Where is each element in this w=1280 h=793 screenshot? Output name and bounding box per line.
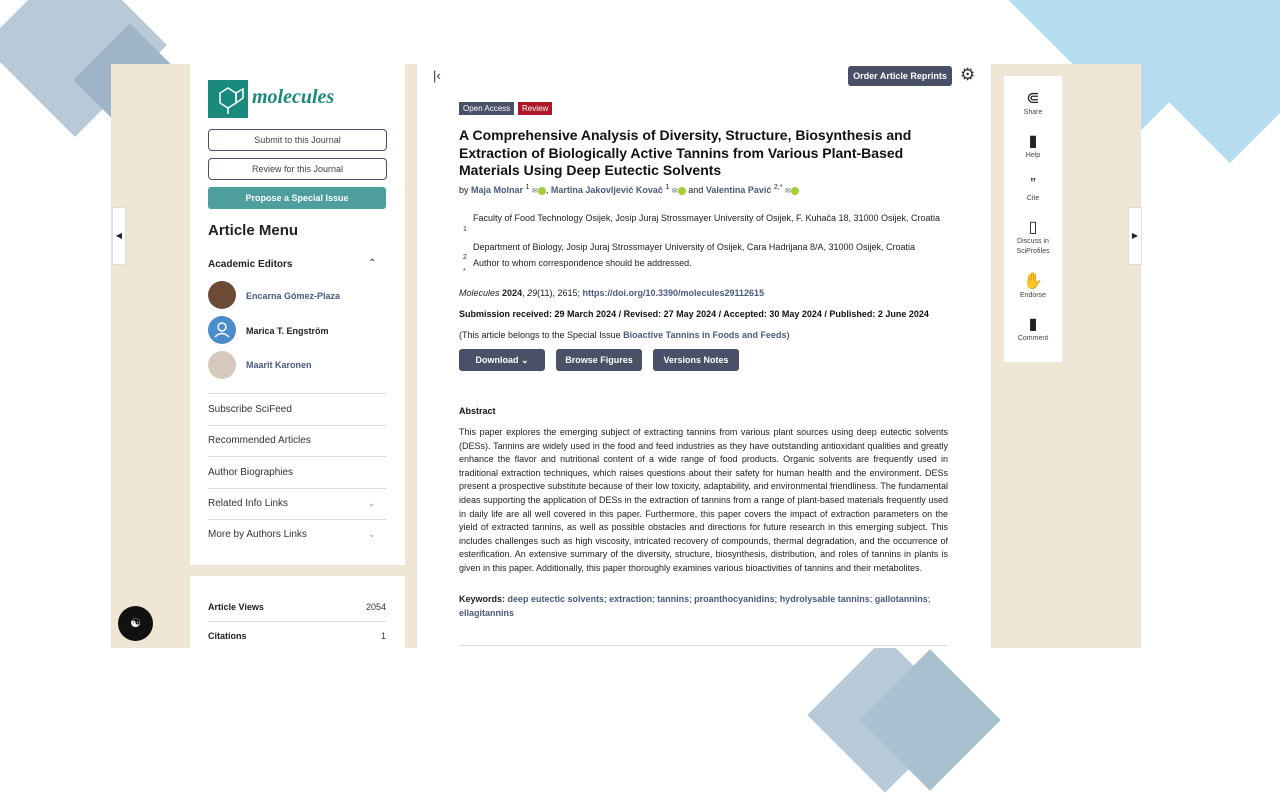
divider <box>208 488 386 489</box>
author-name[interactable]: Maja Molnar <box>471 185 524 195</box>
open-access-badge: Open Access <box>459 102 514 115</box>
keyword-link[interactable]: gallotannins <box>874 594 928 604</box>
special-issue-link[interactable]: Bioactive Tannins in Foods and Feeds <box>623 330 787 340</box>
author-sup: 1 <box>525 184 530 191</box>
browse-figures-button[interactable]: Browse Figures <box>556 349 642 371</box>
collapse-sidebar-icon[interactable]: |‹ <box>433 68 441 83</box>
comment-tool[interactable] <box>1004 316 1062 344</box>
orcid-icon[interactable] <box>538 187 546 195</box>
chevron-down-icon[interactable]: ⌄ <box>368 529 376 539</box>
doi-link[interactable]: https://doi.org/10.3390/molecules29112615 <box>582 288 765 298</box>
tool-label: Discuss in SciProfiles <box>1016 238 1050 255</box>
download-label: Download <box>475 355 519 365</box>
affiliation-number: 1 <box>463 226 467 233</box>
author-name[interactable]: Martina Jakovljević Kovač <box>550 185 663 195</box>
keyword-link[interactable]: hydrolysable tannins <box>779 594 870 604</box>
avatar <box>208 351 236 379</box>
author-name[interactable]: Valentina Pavić <box>705 185 772 195</box>
academic-editors-header[interactable]: Academic Editors <box>208 259 293 270</box>
and-label: and <box>688 185 704 195</box>
submission-dates: Submission received: 29 March 2024 / Revised: 27 May 2024 / Accepted: 30 May 2024 / Published: 2 June 2024 <box>459 309 929 319</box>
tool-label: Share <box>1023 109 1043 116</box>
chevron-down-icon: ⌄ <box>520 355 529 365</box>
discuss-icon: ▯ <box>1028 219 1038 236</box>
orcid-icon[interactable] <box>791 187 799 195</box>
divider <box>208 621 386 622</box>
menu-item-recommended[interactable]: Recommended Articles <box>208 435 311 446</box>
citation-journal: Molecules <box>459 288 500 298</box>
special-suffix: ) <box>786 330 790 340</box>
avatar-placeholder-icon <box>208 316 236 344</box>
divider <box>459 645 948 646</box>
editor-name[interactable]: Maarit Karonen <box>246 360 312 370</box>
avatar <box>208 281 236 309</box>
stat-value: 1 <box>380 631 386 641</box>
special-prefix: (This article belongs to the Special Issue <box>459 330 624 340</box>
browser-frame <box>111 64 1141 648</box>
tool-label: Cite <box>1026 195 1040 202</box>
tool-label: Comment <box>1017 335 1049 342</box>
journal-name[interactable]: molecules <box>252 86 335 108</box>
propose-special-issue-button[interactable]: Propose a Special Issue <box>208 187 386 209</box>
special-issue-note <box>459 330 959 340</box>
affiliation-number: 2 <box>463 254 467 261</box>
chevron-down-icon[interactable]: ⌄ <box>368 498 376 508</box>
stat-label[interactable]: Citations <box>208 631 247 641</box>
divider <box>208 393 386 394</box>
review-button[interactable]: Review for this Journal <box>208 158 387 180</box>
affiliation-number: * <box>463 268 466 275</box>
right-panel-toggle[interactable]: ▶ <box>1128 207 1142 265</box>
citation-issue: (11), 2615; <box>537 288 583 298</box>
keyword-link[interactable]: extraction <box>609 594 653 604</box>
discuss-tool[interactable] <box>1004 219 1062 257</box>
gear-icon[interactable]: ⚙ <box>960 65 976 84</box>
abstract-heading: Abstract <box>459 406 496 416</box>
orcid-icon[interactable] <box>678 187 686 195</box>
menu-item-subscribe[interactable]: Subscribe SciFeed <box>208 404 292 415</box>
accessibility-icon[interactable]: ☯ <box>118 606 153 641</box>
tool-label: Help <box>1025 152 1041 159</box>
cite-tool[interactable] <box>1004 176 1062 204</box>
left-panel-toggle[interactable]: ◀ <box>112 207 126 265</box>
help-icon: ▮ <box>1028 133 1038 150</box>
chevron-up-icon[interactable]: ⌃ <box>368 258 377 269</box>
review-badge: Review <box>518 102 552 115</box>
affiliation: Faculty of Food Technology Osijek, Josip Juraj Strossmayer University of Osijek, F. Kuhača 18, 31000 Osijek, Croatia <box>473 213 941 223</box>
divider <box>208 456 386 457</box>
stat-value: 2054 <box>366 602 387 612</box>
quote-icon: ” <box>1030 176 1036 193</box>
keyword-link[interactable]: deep eutectic solvents <box>507 594 605 604</box>
author-sup: 1 <box>665 184 670 191</box>
submit-button[interactable]: Submit to this Journal <box>208 129 387 151</box>
email-icon[interactable]: ✉ <box>784 188 791 195</box>
abstract-text: This paper explores the emerging subject of extracting tannins from various plant sources using deep eutectic solvents (DESs). Tannins are widely used in the food and feed industries as they have outstanding antioxidant qualities and greatly enhance the flavor and nutritional content of a wide range of food products. Organic solvents are frequently used in traditional extraction techniques, which raises questions about their safety for human health and the environment. DESs present a prospective substitute because of their low toxicity, adaptability, and environmental friendliness. The fundamental ideas supporting the application of DESs in the extraction of tannins from a range of plant-based materials frequently used in daily life are all well covered in this paper. Furthermore, this paper covers the impact of extraction parameters on the yield of extracted tannins, as well as possible obstacles and directions for future research in this emerging subject. This includes challenges such as high viscosity, intricated recovery of compounds, thermal degradation, and the occurrence of esterification. An extensive summary of the diversity, structure, biosynthesis, distribution, and roles of tannins in plants is given in this paper. Additionally, this paper thoroughly examines various bioactivities of tannins and their metabolites. <box>459 427 948 573</box>
menu-item-more-by-authors[interactable]: More by Authors Links <box>208 529 307 540</box>
article-title: A Comprehensive Analysis of Diversity, Structure, Biosynthesis and Extraction of Biologically Active Tannins from Various Plant-Based Materials Using Deep Eutectic Solvents <box>459 127 912 178</box>
author-list: by Maja Molnar $^1$ ✉ , Martina Jakovljević Kovač $^1$ ✉ and Valentina Pavić $^{2,*}$ ✉ <box>459 184 959 195</box>
thumbs-up-icon: ✋ <box>1023 273 1043 290</box>
order-reprints-button[interactable]: Order Article Reprints <box>848 66 952 86</box>
journal-logo-icon[interactable] <box>208 80 248 118</box>
share-icon: ⋐ <box>1026 90 1040 107</box>
keywords-label: Keywords: <box>459 594 506 604</box>
citation-volume: 29 <box>527 288 538 298</box>
download-button[interactable] <box>459 349 545 371</box>
editor-name[interactable]: Encarna Gómez-Plaza <box>246 291 341 301</box>
article-menu-title: Article Menu <box>208 222 299 239</box>
author-sup: 2,* <box>773 184 783 191</box>
keyword-link[interactable]: tannins <box>657 594 690 604</box>
keyword-link[interactable]: ellagitannins <box>459 607 515 618</box>
tool-label: Endorse <box>1019 292 1047 299</box>
citation-year: 2024 <box>502 288 523 298</box>
versions-notes-button[interactable]: Versions Notes <box>653 349 739 371</box>
help-tool[interactable] <box>1004 133 1062 161</box>
email-icon[interactable]: ✉ <box>671 188 678 195</box>
divider <box>208 519 386 520</box>
comment-icon: ▮ <box>1028 316 1038 333</box>
citation: Molecules 2024, 29(11), 2615; https://doi.org/10.3390/molecules29112615 <box>459 288 765 298</box>
menu-item-biographies[interactable]: Author Biographies <box>208 467 294 478</box>
email-icon[interactable]: ✉ <box>531 188 538 195</box>
editor-name: Marica T. Engström <box>246 326 329 336</box>
menu-item-related-info[interactable]: Related Info Links <box>208 498 289 509</box>
affiliation: Department of Biology, Josip Juraj Strossmayer University of Osijek, Cara Hadrijana 8/A, 31000 Osijek, Croatia <box>473 242 916 252</box>
endorse-tool[interactable] <box>1004 273 1062 301</box>
keyword-link[interactable]: proanthocyanidins <box>694 594 775 604</box>
keywords: Keywords: deep eutectic solvents; extraction; tannins; proanthocyanidins; hydrolysable tannins; gallotannins; ellagitannins <box>459 594 931 618</box>
divider <box>208 425 386 426</box>
stat-label[interactable]: Article Views <box>208 602 264 612</box>
affiliation: Author to whom correspondence should be addressed. <box>473 258 692 268</box>
by-label: by <box>459 185 469 195</box>
share-tool[interactable] <box>1004 90 1062 118</box>
